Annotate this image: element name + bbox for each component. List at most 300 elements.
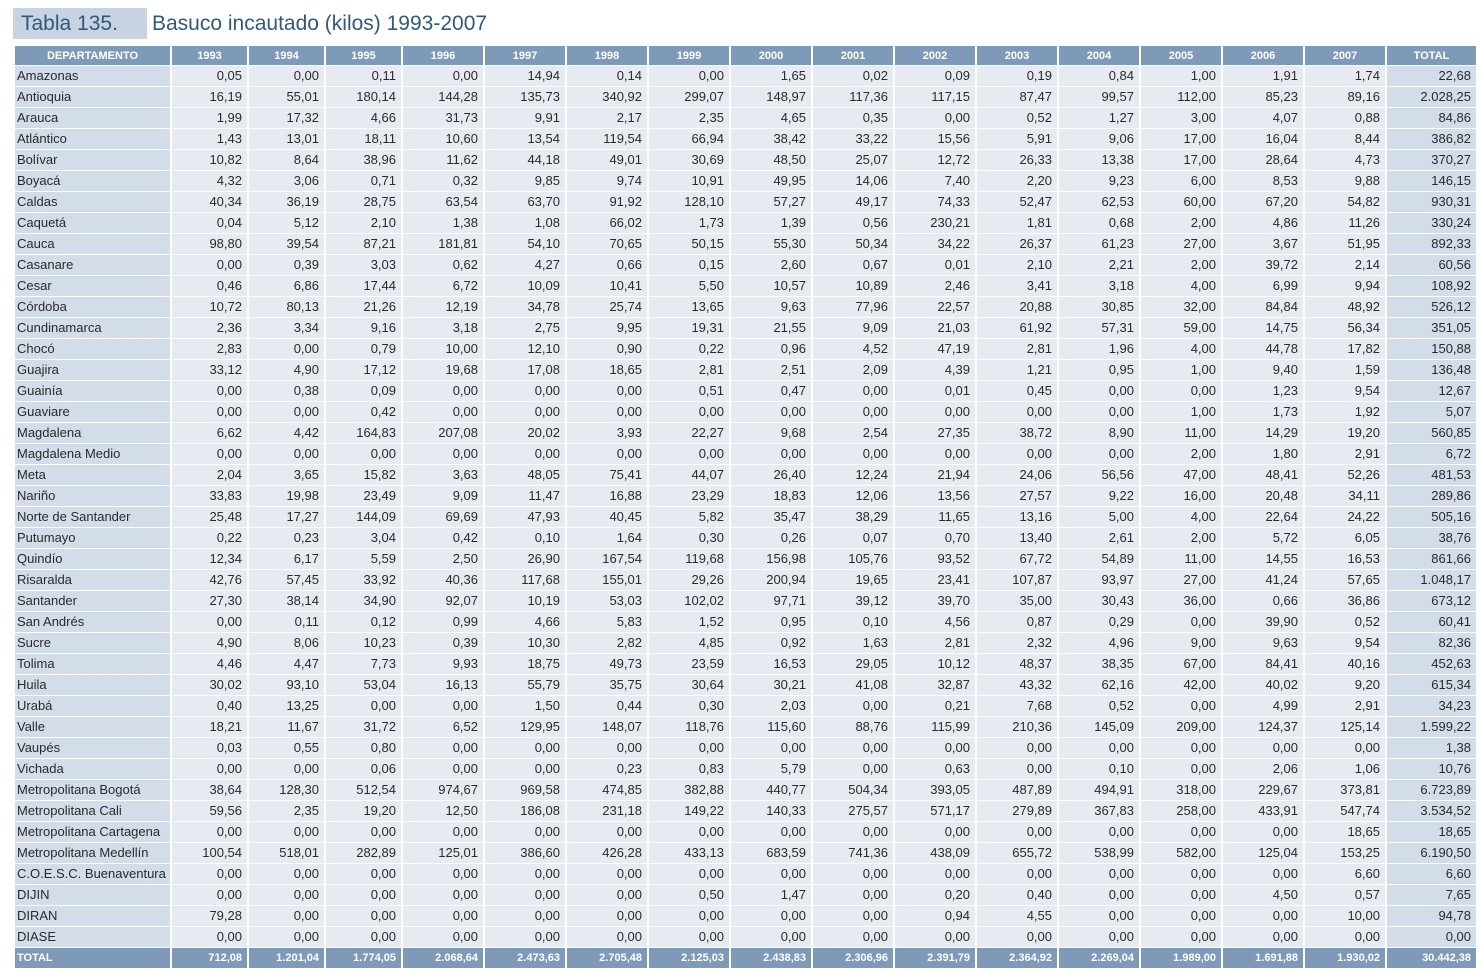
value-cell: 0,00 (172, 381, 247, 402)
value-cell: 1,99 (172, 108, 247, 129)
row-total-cell: 892,33 (1387, 234, 1476, 255)
value-cell: 50,15 (649, 234, 729, 255)
row-total-cell: 7,65 (1387, 885, 1476, 906)
value-cell: 148,97 (731, 87, 811, 108)
value-cell: 4,27 (485, 255, 565, 276)
value-cell: 30,02 (172, 675, 247, 696)
value-cell: 9,68 (731, 423, 811, 444)
value-cell: 20,02 (485, 423, 565, 444)
department-cell: Santander (15, 591, 170, 612)
value-cell: 9,88 (1305, 171, 1385, 192)
value-cell: 0,00 (172, 444, 247, 465)
value-cell: 18,65 (1305, 822, 1385, 843)
department-cell: Arauca (15, 108, 170, 129)
row-total-cell: 930,31 (1387, 192, 1476, 213)
value-cell: 3,06 (249, 171, 324, 192)
value-cell: 180,14 (326, 87, 401, 108)
value-cell: 2,32 (977, 633, 1057, 654)
value-cell: 0,83 (649, 759, 729, 780)
value-cell: 93,10 (249, 675, 324, 696)
value-cell: 547,74 (1305, 801, 1385, 822)
value-cell: 4,96 (1059, 633, 1139, 654)
value-cell: 0,00 (567, 906, 647, 927)
value-cell: 0,00 (649, 906, 729, 927)
value-cell: 19,20 (1305, 423, 1385, 444)
value-cell: 1,73 (1223, 402, 1303, 423)
value-cell: 2,81 (649, 360, 729, 381)
value-cell: 4,90 (249, 360, 324, 381)
value-cell: 47,19 (895, 339, 975, 360)
value-cell: 9,06 (1059, 129, 1139, 150)
value-cell: 33,83 (172, 486, 247, 507)
value-cell: 164,83 (326, 423, 401, 444)
value-cell: 9,20 (1305, 675, 1385, 696)
value-cell: 60,00 (1141, 192, 1221, 213)
value-cell: 1,81 (977, 213, 1057, 234)
row-total-cell: 5,07 (1387, 402, 1476, 423)
value-cell: 61,92 (977, 318, 1057, 339)
value-cell: 21,26 (326, 297, 401, 318)
value-cell: 0,02 (813, 66, 893, 87)
value-cell: 0,00 (1141, 612, 1221, 633)
department-cell: Magdalena Medio (15, 444, 170, 465)
value-cell: 0,30 (649, 696, 729, 717)
row-total-cell: 1.048,17 (1387, 570, 1476, 591)
row-total-cell: 3.534,52 (1387, 801, 1476, 822)
value-cell: 0,00 (485, 822, 565, 843)
value-cell: 4,50 (1223, 885, 1303, 906)
value-cell: 0,44 (567, 696, 647, 717)
value-cell: 48,41 (1223, 465, 1303, 486)
value-cell: 118,76 (649, 717, 729, 738)
value-cell: 44,78 (1223, 339, 1303, 360)
row-total-cell: 2.028,25 (1387, 87, 1476, 108)
row-total-cell: 22,68 (1387, 66, 1476, 87)
total-value-cell: 2.473,63 (485, 948, 565, 969)
value-cell: 22,27 (649, 423, 729, 444)
total-value-cell: 2.705,48 (567, 948, 647, 969)
value-cell: 504,34 (813, 780, 893, 801)
value-cell: 4,52 (813, 339, 893, 360)
value-cell: 1,21 (977, 360, 1057, 381)
value-cell: 0,87 (977, 612, 1057, 633)
value-cell: 0,00 (403, 885, 483, 906)
value-cell: 0,00 (813, 885, 893, 906)
value-cell: 0,07 (813, 528, 893, 549)
value-cell: 59,00 (1141, 318, 1221, 339)
row-total-cell: 18,65 (1387, 822, 1476, 843)
value-cell: 5,72 (1223, 528, 1303, 549)
value-cell: 0,00 (1141, 864, 1221, 885)
value-cell: 0,00 (567, 927, 647, 948)
value-cell: 15,82 (326, 465, 401, 486)
value-cell: 0,00 (1141, 759, 1221, 780)
value-cell: 3,67 (1223, 234, 1303, 255)
value-cell: 35,00 (977, 591, 1057, 612)
value-cell: 167,54 (567, 549, 647, 570)
value-cell: 9,00 (1141, 633, 1221, 654)
value-cell: 0,00 (249, 402, 324, 423)
value-cell: 24,22 (1305, 507, 1385, 528)
value-cell: 49,73 (567, 654, 647, 675)
value-cell: 426,28 (567, 843, 647, 864)
value-cell: 9,74 (567, 171, 647, 192)
total-value-cell: 1.930,02 (1305, 948, 1385, 969)
value-cell: 30,85 (1059, 297, 1139, 318)
value-cell: 10,12 (895, 654, 975, 675)
value-cell: 0,00 (731, 927, 811, 948)
value-cell: 26,40 (731, 465, 811, 486)
row-total-cell: 6,60 (1387, 864, 1476, 885)
column-header: 1997 (485, 46, 565, 66)
value-cell: 34,11 (1305, 486, 1385, 507)
value-cell: 50,34 (813, 234, 893, 255)
value-cell: 27,00 (1141, 570, 1221, 591)
row-total-cell: 0,00 (1387, 927, 1476, 948)
table-row (15, 738, 1476, 759)
value-cell: 230,21 (895, 213, 975, 234)
value-cell: 144,28 (403, 87, 483, 108)
value-cell: 87,47 (977, 87, 1057, 108)
value-cell: 0,00 (1141, 822, 1221, 843)
value-cell: 0,09 (326, 381, 401, 402)
value-cell: 26,33 (977, 150, 1057, 171)
value-cell: 4,85 (649, 633, 729, 654)
value-cell: 2,03 (731, 696, 811, 717)
value-cell: 4,55 (977, 906, 1057, 927)
value-cell: 10,00 (403, 339, 483, 360)
value-cell: 2,81 (895, 633, 975, 654)
value-cell: 3,03 (326, 255, 401, 276)
value-cell: 2,20 (977, 171, 1057, 192)
value-cell: 11,47 (485, 486, 565, 507)
department-cell: Bolívar (15, 150, 170, 171)
value-cell: 70,65 (567, 234, 647, 255)
value-cell: 84,41 (1223, 654, 1303, 675)
value-cell: 0,00 (649, 444, 729, 465)
value-cell: 48,92 (1305, 297, 1385, 318)
value-cell: 0,94 (895, 906, 975, 927)
value-cell: 149,22 (649, 801, 729, 822)
value-cell: 14,06 (813, 171, 893, 192)
value-cell: 57,27 (731, 192, 811, 213)
table-title: Basuco incautado (kilos) 1993-2007 (152, 12, 488, 35)
header-row (15, 46, 1476, 66)
value-cell: 2,35 (249, 801, 324, 822)
department-cell: DIRAN (15, 906, 170, 927)
value-cell: 56,34 (1305, 318, 1385, 339)
value-cell: 36,00 (1141, 591, 1221, 612)
value-cell: 0,00 (895, 108, 975, 129)
value-cell: 0,00 (172, 864, 247, 885)
total-value-cell: 1.691,88 (1223, 948, 1303, 969)
value-cell: 4,66 (485, 612, 565, 633)
value-cell: 0,00 (326, 696, 401, 717)
value-cell: 0,00 (813, 759, 893, 780)
table-row (15, 843, 1476, 864)
value-cell: 61,23 (1059, 234, 1139, 255)
value-cell: 7,40 (895, 171, 975, 192)
value-cell: 1,47 (731, 885, 811, 906)
row-total-cell: 386,82 (1387, 129, 1476, 150)
value-cell: 6,17 (249, 549, 324, 570)
value-cell: 4,07 (1223, 108, 1303, 129)
value-cell: 2,17 (567, 108, 647, 129)
value-cell: 33,12 (172, 360, 247, 381)
value-cell: 9,94 (1305, 276, 1385, 297)
value-cell: 2,91 (1305, 444, 1385, 465)
department-cell: Atlántico (15, 129, 170, 150)
value-cell: 5,59 (326, 549, 401, 570)
value-cell: 25,74 (567, 297, 647, 318)
value-cell: 0,00 (485, 927, 565, 948)
value-cell: 13,38 (1059, 150, 1139, 171)
table-footer (15, 948, 1476, 969)
value-cell: 53,03 (567, 591, 647, 612)
value-cell: 4,99 (1223, 696, 1303, 717)
value-cell: 9,85 (485, 171, 565, 192)
value-cell: 0,00 (1141, 696, 1221, 717)
value-cell: 0,00 (1223, 927, 1303, 948)
value-cell: 0,00 (326, 927, 401, 948)
value-cell: 38,35 (1059, 654, 1139, 675)
value-cell: 47,93 (485, 507, 565, 528)
value-cell: 128,10 (649, 192, 729, 213)
value-cell: 200,94 (731, 570, 811, 591)
value-cell: 6,62 (172, 423, 247, 444)
value-cell: 4,73 (1305, 150, 1385, 171)
value-cell: 5,83 (567, 612, 647, 633)
value-cell: 0,00 (403, 696, 483, 717)
row-total-cell: 10,76 (1387, 759, 1476, 780)
value-cell: 28,75 (326, 192, 401, 213)
value-cell: 39,90 (1223, 612, 1303, 633)
department-cell: Guajira (15, 360, 170, 381)
value-cell: 14,29 (1223, 423, 1303, 444)
value-cell: 0,00 (567, 381, 647, 402)
value-cell: 14,55 (1223, 549, 1303, 570)
column-header: 1999 (649, 46, 729, 66)
department-cell: Tolima (15, 654, 170, 675)
value-cell: 0,01 (895, 255, 975, 276)
table-row (15, 192, 1476, 213)
value-cell: 5,12 (249, 213, 324, 234)
value-cell: 49,17 (813, 192, 893, 213)
value-cell: 0,52 (977, 108, 1057, 129)
department-cell: Córdoba (15, 297, 170, 318)
table-row (15, 486, 1476, 507)
value-cell: 93,52 (895, 549, 975, 570)
value-cell: 1,96 (1059, 339, 1139, 360)
value-cell: 0,00 (1059, 381, 1139, 402)
value-cell: 0,95 (731, 612, 811, 633)
value-cell: 0,00 (649, 402, 729, 423)
row-total-cell: 136,48 (1387, 360, 1476, 381)
value-cell: 4,39 (895, 360, 975, 381)
table-row (15, 507, 1476, 528)
value-cell: 0,42 (403, 528, 483, 549)
value-cell: 43,32 (977, 675, 1057, 696)
value-cell: 17,00 (1141, 150, 1221, 171)
value-cell: 10,82 (172, 150, 247, 171)
value-cell: 0,00 (1059, 738, 1139, 759)
department-cell: Boyacá (15, 171, 170, 192)
value-cell: 56,56 (1059, 465, 1139, 486)
value-cell: 15,56 (895, 129, 975, 150)
column-header: 2003 (977, 46, 1057, 66)
value-cell: 30,64 (649, 675, 729, 696)
value-cell: 0,00 (731, 402, 811, 423)
value-cell: 1,74 (1305, 66, 1385, 87)
value-cell: 17,82 (1305, 339, 1385, 360)
value-cell: 23,59 (649, 654, 729, 675)
value-cell: 17,27 (249, 507, 324, 528)
value-cell: 2,00 (1141, 528, 1221, 549)
row-total-cell: 452,63 (1387, 654, 1476, 675)
value-cell: 433,91 (1223, 801, 1303, 822)
value-cell: 57,31 (1059, 318, 1139, 339)
total-value-cell: 2.068,64 (403, 948, 483, 969)
value-cell: 0,00 (485, 444, 565, 465)
table-row (15, 801, 1476, 822)
value-cell: 52,26 (1305, 465, 1385, 486)
table-row (15, 276, 1476, 297)
value-cell: 1,43 (172, 129, 247, 150)
value-cell: 1,08 (485, 213, 565, 234)
value-cell: 2,81 (977, 339, 1057, 360)
value-cell: 0,00 (1059, 885, 1139, 906)
value-cell: 93,97 (1059, 570, 1139, 591)
value-cell: 9,09 (813, 318, 893, 339)
value-cell: 44,07 (649, 465, 729, 486)
title-bar (13, 0, 1475, 44)
department-cell: Cundinamarca (15, 318, 170, 339)
value-cell: 0,00 (326, 864, 401, 885)
value-cell: 0,00 (649, 738, 729, 759)
value-cell: 0,26 (731, 528, 811, 549)
row-total-cell: 351,05 (1387, 318, 1476, 339)
table-row (15, 822, 1476, 843)
value-cell: 9,22 (1059, 486, 1139, 507)
row-total-cell: 12,67 (1387, 381, 1476, 402)
value-cell: 17,44 (326, 276, 401, 297)
value-cell: 3,41 (977, 276, 1057, 297)
value-cell: 0,00 (403, 906, 483, 927)
value-cell: 3,63 (403, 465, 483, 486)
value-cell: 487,89 (977, 780, 1057, 801)
department-cell: Guainía (15, 381, 170, 402)
value-cell: 0,00 (1141, 381, 1221, 402)
column-header: 2001 (813, 46, 893, 66)
column-header: 1995 (326, 46, 401, 66)
value-cell: 0,00 (813, 864, 893, 885)
value-cell: 0,00 (326, 906, 401, 927)
value-cell: 0,00 (731, 738, 811, 759)
value-cell: 181,81 (403, 234, 483, 255)
value-cell: 91,92 (567, 192, 647, 213)
value-cell: 0,42 (326, 402, 401, 423)
value-cell: 128,30 (249, 780, 324, 801)
value-cell: 29,05 (813, 654, 893, 675)
value-cell: 0,00 (172, 927, 247, 948)
value-cell: 9,54 (1305, 633, 1385, 654)
value-cell: 0,00 (172, 759, 247, 780)
table-row (15, 360, 1476, 381)
table-row (15, 864, 1476, 885)
department-cell: Metropolitana Cartagena (15, 822, 170, 843)
value-cell: 0,00 (403, 402, 483, 423)
value-cell: 9,09 (403, 486, 483, 507)
value-cell: 12,24 (813, 465, 893, 486)
department-cell: DIJIN (15, 885, 170, 906)
value-cell: 440,77 (731, 780, 811, 801)
value-cell: 0,40 (977, 885, 1057, 906)
value-cell: 433,13 (649, 843, 729, 864)
value-cell: 23,41 (895, 570, 975, 591)
value-cell: 0,00 (649, 864, 729, 885)
department-cell: Cesar (15, 276, 170, 297)
value-cell: 0,00 (1059, 864, 1139, 885)
value-cell: 92,07 (403, 591, 483, 612)
value-cell: 1,91 (1223, 66, 1303, 87)
value-cell: 27,30 (172, 591, 247, 612)
value-cell: 12,06 (813, 486, 893, 507)
value-cell: 8,06 (249, 633, 324, 654)
row-total-cell: 34,23 (1387, 696, 1476, 717)
row-total-cell: 370,27 (1387, 150, 1476, 171)
value-cell: 2,75 (485, 318, 565, 339)
value-cell: 18,21 (172, 717, 247, 738)
value-cell: 5,79 (731, 759, 811, 780)
value-cell: 0,00 (249, 822, 324, 843)
department-cell: DIASE (15, 927, 170, 948)
table-row (15, 927, 1476, 948)
value-cell: 16,13 (403, 675, 483, 696)
value-cell: 0,30 (649, 528, 729, 549)
value-cell: 14,94 (485, 66, 565, 87)
value-cell: 11,62 (403, 150, 483, 171)
value-cell: 0,00 (403, 927, 483, 948)
value-cell: 62,16 (1059, 675, 1139, 696)
value-cell: 0,00 (403, 759, 483, 780)
value-cell: 0,00 (249, 339, 324, 360)
value-cell: 1,39 (731, 213, 811, 234)
value-cell: 36,19 (249, 192, 324, 213)
value-cell: 0,14 (567, 66, 647, 87)
total-value-cell: 2.269,04 (1059, 948, 1139, 969)
value-cell: 0,52 (1059, 696, 1139, 717)
value-cell: 74,33 (895, 192, 975, 213)
value-cell: 0,00 (977, 444, 1057, 465)
value-cell: 0,00 (813, 738, 893, 759)
value-cell: 683,59 (731, 843, 811, 864)
value-cell: 373,81 (1305, 780, 1385, 801)
table-row (15, 696, 1476, 717)
row-total-cell: 526,12 (1387, 297, 1476, 318)
value-cell: 77,96 (813, 297, 893, 318)
value-cell: 0,00 (977, 864, 1057, 885)
value-cell: 0,00 (1305, 927, 1385, 948)
row-total-cell: 481,53 (1387, 465, 1476, 486)
value-cell: 0,00 (326, 885, 401, 906)
table-body (15, 66, 1476, 948)
department-cell: Caldas (15, 192, 170, 213)
value-cell: 8,90 (1059, 423, 1139, 444)
value-cell: 67,72 (977, 549, 1057, 570)
table-row (15, 255, 1476, 276)
value-cell: 66,94 (649, 129, 729, 150)
value-cell: 66,02 (567, 213, 647, 234)
